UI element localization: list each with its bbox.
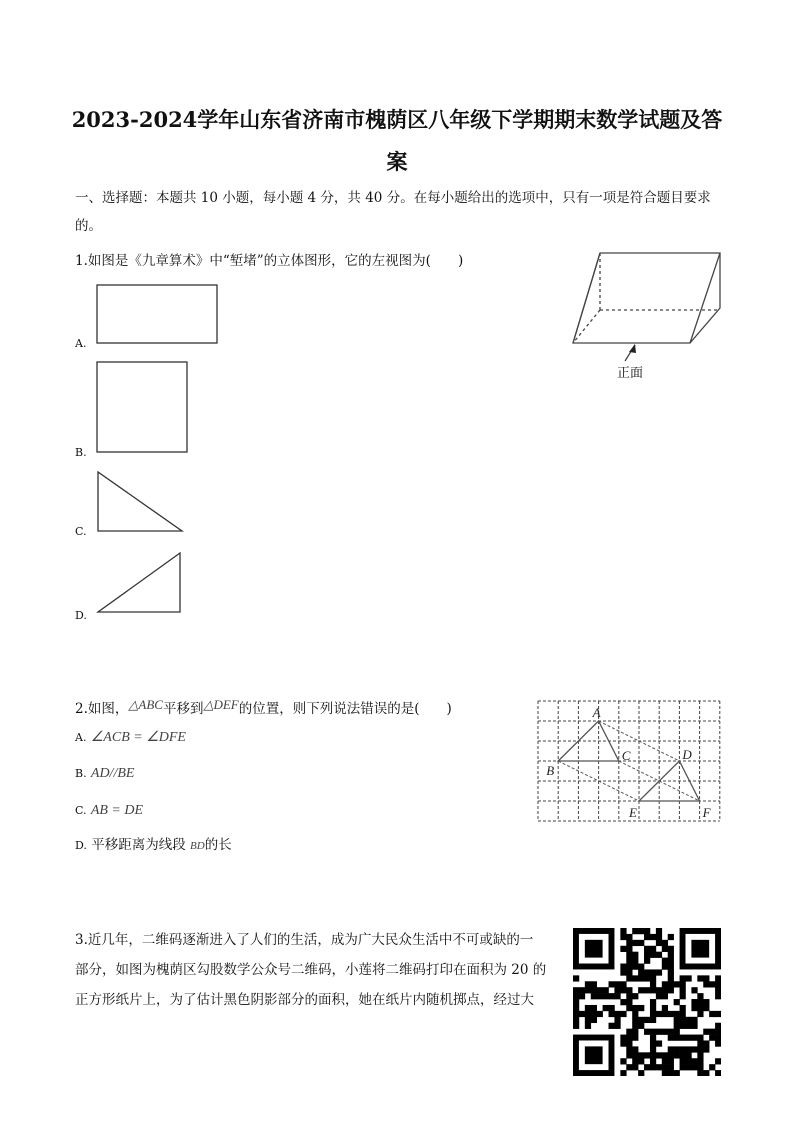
qr-module <box>715 1029 721 1035</box>
q1-option-a-rectangle <box>96 284 220 346</box>
qr-module <box>609 1011 615 1017</box>
qr-module <box>691 1058 697 1064</box>
q1-option-c-triangle <box>96 470 186 534</box>
qr-module <box>715 1040 721 1046</box>
q1-option-b[interactable]: B. <box>75 446 87 459</box>
qr-module <box>620 964 626 970</box>
qr-module <box>585 987 591 993</box>
qr-module <box>697 1064 703 1070</box>
q2-option-d-text-end: 的长 <box>204 837 232 853</box>
q2-stem-a: 2.如图， <box>75 701 129 717</box>
qr-module <box>632 1064 638 1070</box>
qr-module <box>626 1046 632 1052</box>
qr-module <box>650 969 656 975</box>
qr-module <box>680 1035 686 1041</box>
qr-module <box>632 1005 638 1011</box>
qr-module <box>668 981 674 987</box>
qr-module <box>620 928 626 934</box>
qr-module <box>626 999 632 1005</box>
qr-module <box>644 934 650 940</box>
qr-module <box>579 993 585 999</box>
qr-module <box>626 946 632 952</box>
qr-module <box>644 975 650 981</box>
qr-module <box>709 981 715 987</box>
qr-module <box>597 1011 603 1017</box>
qr-module <box>715 1011 721 1017</box>
qr-module <box>609 981 615 987</box>
qr-module <box>656 969 662 975</box>
qr-module <box>691 999 697 1005</box>
qr-module <box>697 993 703 999</box>
qr-module <box>632 993 638 999</box>
qr-module <box>691 1005 697 1011</box>
qr-module <box>680 1023 686 1029</box>
q1-option-d[interactable]: D. <box>75 609 87 622</box>
qr-module <box>650 987 656 993</box>
qr-module <box>644 1017 650 1023</box>
qr-module <box>668 969 674 975</box>
q2-stem-b: 平移到 <box>162 701 204 717</box>
qr-module <box>626 934 632 940</box>
qr-module <box>656 987 662 993</box>
qr-module <box>591 1017 597 1023</box>
q2-option-c[interactable] <box>75 802 143 819</box>
qr-module <box>691 1064 697 1070</box>
q1-front-label: 正面 <box>617 366 644 381</box>
qr-module <box>680 1052 686 1058</box>
qr-module <box>668 952 674 958</box>
qr-module <box>656 1011 662 1017</box>
qr-module <box>650 1029 656 1035</box>
qr-module <box>591 987 597 993</box>
qr-module <box>685 1064 691 1070</box>
qr-module <box>709 1035 715 1041</box>
qr-module <box>614 993 620 999</box>
qr-module <box>644 1064 650 1070</box>
qr-module <box>656 1029 662 1035</box>
qr-module <box>685 975 691 981</box>
qr-module <box>662 1011 668 1017</box>
q1-option-c[interactable]: C. <box>75 525 87 538</box>
qr-module <box>685 1046 691 1052</box>
section-heading-cont: 的。 <box>75 218 102 234</box>
qr-module <box>603 993 609 999</box>
qr-module <box>626 1040 632 1046</box>
qr-module <box>614 981 620 987</box>
qr-module <box>662 1058 668 1064</box>
qr-module <box>691 1023 697 1029</box>
q1-option-d-triangle <box>96 551 186 615</box>
qr-module <box>632 940 638 946</box>
qr-module <box>614 1023 620 1029</box>
q2-option-d[interactable] <box>75 833 232 853</box>
qr-module <box>674 999 680 1005</box>
qr-module <box>620 999 626 1005</box>
qr-module <box>609 1005 615 1011</box>
qr-module <box>668 946 674 952</box>
qr-module <box>674 1035 680 1041</box>
qr-module <box>638 964 644 970</box>
qr-module <box>597 987 603 993</box>
qr-module <box>626 958 632 964</box>
qr-module <box>573 999 579 1005</box>
qr-module <box>703 1046 709 1052</box>
qr-module <box>697 1040 703 1046</box>
qr-module <box>650 934 656 940</box>
qr-module <box>656 928 662 934</box>
qr-module <box>656 952 662 958</box>
qr-module <box>674 1046 680 1052</box>
qr-module <box>680 1017 686 1023</box>
qr-module <box>626 1029 632 1035</box>
q2-option-d-letter: D. <box>75 839 87 852</box>
qr-module <box>638 940 644 946</box>
qr-module <box>626 969 632 975</box>
qr-module <box>626 1035 632 1041</box>
qr-module <box>668 1052 674 1058</box>
qr-module <box>644 1052 650 1058</box>
q1-option-b-square <box>96 361 189 454</box>
qr-module <box>603 987 609 993</box>
qr-module <box>650 975 656 981</box>
qr-module <box>650 1058 656 1064</box>
qr-module <box>632 1011 638 1017</box>
qr-module <box>662 946 668 952</box>
qr-module <box>650 946 656 952</box>
qr-module <box>632 1058 638 1064</box>
qr-finder-center <box>585 940 603 958</box>
q3-line1: 3.近几年，二维码逐渐进入了人们的生活，成为广大民众生活中不可或缺的一 <box>75 932 534 948</box>
qr-module <box>703 1029 709 1035</box>
qr-module <box>573 1023 579 1029</box>
qr-module <box>638 1052 644 1058</box>
qr-module <box>591 1005 597 1011</box>
qr-module <box>662 1070 668 1076</box>
qr-module <box>585 1017 591 1023</box>
point-label-C: C <box>621 748 631 763</box>
qr-module <box>703 975 709 981</box>
qr-module <box>668 1070 674 1076</box>
qr-module <box>591 1011 597 1017</box>
qr-module <box>620 969 626 975</box>
qr-module <box>697 1046 703 1052</box>
qr-module <box>691 987 697 993</box>
qr-module <box>644 946 650 952</box>
qr-module <box>697 975 703 981</box>
qr-module <box>703 1070 709 1076</box>
qr-module <box>656 1052 662 1058</box>
qr-module <box>697 1058 703 1064</box>
doc-title-line2: 案 <box>386 149 408 174</box>
qr-module <box>697 1070 703 1076</box>
qr-module <box>626 952 632 958</box>
qr-module <box>591 993 597 999</box>
qr-module <box>573 1017 579 1023</box>
qr-module <box>680 1046 686 1052</box>
qr-module <box>626 987 632 993</box>
q2-math-def: △DEF <box>203 697 239 712</box>
qr-module <box>585 1011 591 1017</box>
qr-module <box>680 981 686 987</box>
qr-module <box>579 987 585 993</box>
qr-module <box>685 1035 691 1041</box>
qr-module <box>650 1040 656 1046</box>
qr-module <box>638 928 644 934</box>
q3-qr-code-image <box>573 928 721 1076</box>
qr-module <box>638 1023 644 1029</box>
qr-module <box>656 940 662 946</box>
qr-module <box>715 993 721 999</box>
qr-module <box>638 975 644 981</box>
qr-module <box>644 969 650 975</box>
qr-module <box>620 1070 626 1076</box>
qr-module <box>650 1017 656 1023</box>
q3-line2: 部分，如图为槐荫区勾股数学公众号二维码，小莲将二维码打印在面积为 20 的 <box>75 962 547 978</box>
qr-module <box>620 1058 626 1064</box>
q2-option-d-math: BD <box>190 840 205 852</box>
qr-module <box>626 993 632 999</box>
qr-module <box>650 1064 656 1070</box>
qr-module <box>662 940 668 946</box>
qr-module <box>620 1040 626 1046</box>
qr-module <box>597 993 603 999</box>
qr-module <box>638 1005 644 1011</box>
q2-option-b-letter: B. <box>75 767 87 780</box>
point-label-B: B <box>546 763 555 778</box>
qr-module <box>674 981 680 987</box>
qr-module <box>632 1052 638 1058</box>
qr-module <box>662 987 668 993</box>
qr-module <box>715 1070 721 1076</box>
qr-module <box>632 964 638 970</box>
qr-module <box>668 934 674 940</box>
qr-module <box>609 1023 615 1029</box>
qr-module <box>674 1011 680 1017</box>
qr-module <box>650 1035 656 1041</box>
qr-module <box>620 934 626 940</box>
qr-module <box>680 975 686 981</box>
qr-module <box>668 1011 674 1017</box>
qr-module <box>632 952 638 958</box>
qr-module <box>685 1058 691 1064</box>
q2-math-abc: △ABC <box>128 697 163 712</box>
qr-module <box>573 975 579 981</box>
qr-module <box>650 952 656 958</box>
qr-module <box>691 1035 697 1041</box>
qr-module <box>656 1064 662 1070</box>
q1-stem: 1.如图是《九章算术》中“堑堵”的立体图形，它的左视图为( ) <box>75 253 464 269</box>
q2-option-c-text: AB = DE <box>90 803 144 818</box>
q2-option-d-text: 平移距离为线段 <box>91 837 191 853</box>
qr-module <box>591 981 597 987</box>
qr-module <box>573 993 579 999</box>
qr-module <box>680 993 686 999</box>
qr-module <box>697 1035 703 1041</box>
qr-module <box>585 1005 591 1011</box>
q2-option-a[interactable] <box>75 729 186 746</box>
qr-module <box>680 987 686 993</box>
qr-module <box>662 964 668 970</box>
qr-module <box>632 958 638 964</box>
qr-module <box>674 1070 680 1076</box>
qr-module <box>650 1005 656 1011</box>
qr-module <box>656 993 662 999</box>
qr-module <box>632 1017 638 1023</box>
qr-module <box>715 981 721 987</box>
q2-option-a-text: ∠ACB = ∠DFE <box>90 730 186 745</box>
point-label-F: F <box>702 805 711 820</box>
q2-option-b[interactable] <box>75 765 134 782</box>
q2-option-c-letter: C. <box>75 804 87 817</box>
qr-module <box>709 1064 715 1070</box>
qr-module <box>614 987 620 993</box>
qr-module <box>715 1023 721 1029</box>
qr-module <box>620 946 626 952</box>
qr-module <box>668 1058 674 1064</box>
qr-module <box>626 975 632 981</box>
section-heading: 一、选择题：本题共 10 小题，每小题 4 分，共 40 分。在每小题给出的选项中，只有一项是符合题目要求 <box>75 190 711 206</box>
qr-module <box>697 1005 703 1011</box>
qr-module <box>662 1064 668 1070</box>
qr-module <box>680 1005 686 1011</box>
qr-module <box>638 987 644 993</box>
qr-module <box>668 958 674 964</box>
q2-stem <box>75 697 452 717</box>
qr-module <box>620 1011 626 1017</box>
q1-prism-figure <box>565 248 730 383</box>
qr-module <box>662 1029 668 1035</box>
qr-module <box>662 1005 668 1011</box>
qr-module <box>626 964 632 970</box>
qr-module <box>644 928 650 934</box>
qr-module <box>691 1046 697 1052</box>
qr-module <box>620 1035 626 1041</box>
q2-stem-c: 的位置，则下列说法错误的是( ) <box>238 701 452 717</box>
point-label-E: E <box>629 805 637 820</box>
qr-module <box>626 940 632 946</box>
qr-module <box>644 958 650 964</box>
qr-module <box>715 975 721 981</box>
qr-module <box>638 1017 644 1023</box>
qr-module <box>614 1011 620 1017</box>
qr-module <box>674 1029 680 1035</box>
q3-line3: 正方形纸片上，为了估计黑色阴影部分的面积，她在纸片内随机掷点，经过大 <box>75 992 534 1008</box>
qr-module <box>650 999 656 1005</box>
qr-module <box>685 1017 691 1023</box>
qr-module <box>644 1029 650 1035</box>
qr-module <box>620 987 626 993</box>
qr-module <box>579 1011 585 1017</box>
qr-module <box>644 987 650 993</box>
qr-module <box>674 1052 680 1058</box>
qr-module <box>573 987 579 993</box>
qr-module <box>668 964 674 970</box>
qr-module <box>715 1035 721 1041</box>
qr-module <box>668 1035 674 1041</box>
qr-module <box>650 981 656 987</box>
qr-module <box>662 981 668 987</box>
qr-module <box>632 928 638 934</box>
qr-module <box>697 1052 703 1058</box>
qr-module <box>632 1035 638 1041</box>
qr-module <box>644 952 650 958</box>
qr-module <box>626 1052 632 1058</box>
qr-module <box>662 958 668 964</box>
q2-option-a-letter: A. <box>75 731 87 744</box>
doc-title-line1: 2023-2024学年山东省济南市槐荫区八年级下学期期末数学试题及答 <box>71 107 723 132</box>
qr-module <box>703 981 709 987</box>
qr-module <box>662 1052 668 1058</box>
qr-module <box>620 981 626 987</box>
q2-option-b-text: AD//BE <box>90 766 135 781</box>
qr-module <box>697 999 703 1005</box>
qr-module <box>603 1005 609 1011</box>
qr-module <box>691 1017 697 1023</box>
qr-module <box>656 1040 662 1046</box>
qr-module <box>703 999 709 1005</box>
qr-module <box>585 981 591 987</box>
qr-module <box>626 1005 632 1011</box>
qr-module <box>632 1023 638 1029</box>
qr-module <box>662 993 668 999</box>
qr-module <box>680 1058 686 1064</box>
qr-module <box>668 987 674 993</box>
qr-module <box>668 1046 674 1052</box>
qr-module <box>715 1058 721 1064</box>
qr-finder-center <box>691 940 709 958</box>
point-label-D: D <box>682 747 692 762</box>
qr-module <box>632 1046 638 1052</box>
qr-module <box>697 1011 703 1017</box>
qr-module <box>680 1011 686 1017</box>
qr-module <box>709 1011 715 1017</box>
qr-module <box>638 969 644 975</box>
qr-module <box>703 1005 709 1011</box>
qr-module <box>638 1070 644 1076</box>
q1-option-a[interactable]: A. <box>75 337 87 350</box>
qr-finder-center <box>585 1046 603 1064</box>
qr-module <box>703 1040 709 1046</box>
qr-module <box>632 1029 638 1035</box>
qr-module <box>685 1052 691 1058</box>
qr-module <box>609 993 615 999</box>
qr-module <box>674 1017 680 1023</box>
qr-module <box>680 1064 686 1070</box>
qr-module <box>709 1029 715 1035</box>
qr-module <box>668 975 674 981</box>
qr-module <box>614 1017 620 1023</box>
qr-module <box>650 1052 656 1058</box>
qr-module <box>650 1046 656 1052</box>
qr-module <box>668 1064 674 1070</box>
qr-module <box>650 1011 656 1017</box>
qr-module <box>638 1058 644 1064</box>
qr-module <box>573 1011 579 1017</box>
qr-module <box>656 934 662 940</box>
qr-module <box>585 1023 591 1029</box>
qr-module <box>668 1029 674 1035</box>
q2-grid-figure <box>536 698 726 824</box>
qr-module <box>674 1023 680 1029</box>
qr-module <box>573 1005 579 1011</box>
point-label-A: A <box>592 705 601 720</box>
qr-module <box>685 1023 691 1029</box>
qr-module <box>626 1064 632 1070</box>
qr-module <box>715 987 721 993</box>
qr-module <box>632 975 638 981</box>
